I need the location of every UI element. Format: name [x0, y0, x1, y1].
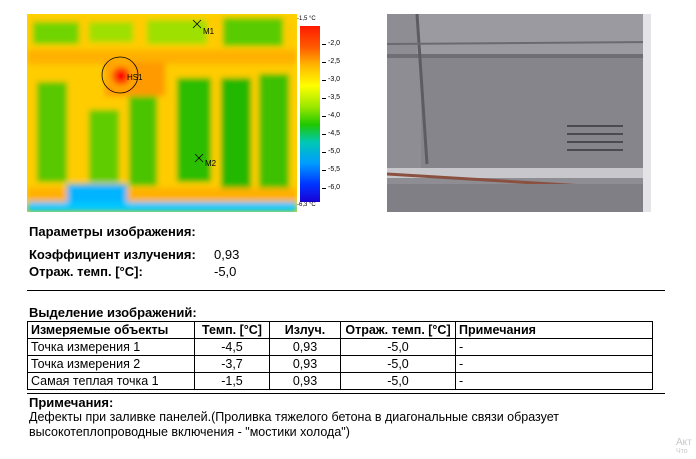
watermark-text: Акт [676, 437, 692, 448]
table-cell: -5,0 [341, 373, 456, 390]
table-row [28, 339, 653, 356]
scale-max-label: -1,5 °C [297, 16, 316, 22]
refl-temp-label: Отраж. темп. [°C]: [29, 264, 143, 279]
visual-photo [387, 14, 651, 212]
table-cell: -5,0 [341, 339, 456, 356]
table-cell: - [456, 339, 653, 356]
emissivity-label: Коэффициент излучения: [29, 247, 196, 262]
table-row [28, 373, 653, 390]
col-header: Отраж. темп. [°C] [341, 322, 456, 339]
table-cell: Точка измерения 2 [28, 356, 195, 373]
col-header: Примечания [456, 322, 653, 339]
scale-tick: -5,0 [328, 148, 341, 155]
scale-min-label: -6,3 °C [297, 202, 316, 208]
divider [27, 290, 665, 291]
scale-tick: -3,0 [328, 76, 341, 83]
params-title: Параметры изображения: [29, 224, 196, 239]
table-cell: 0,93 [270, 356, 341, 373]
marker-m2: M2 [205, 159, 217, 168]
table-cell: -4,5 [195, 339, 270, 356]
thermal-image [27, 14, 297, 212]
table-row [28, 356, 653, 373]
scale-tick: -6,0 [328, 184, 341, 191]
table-cell: -3,7 [195, 356, 270, 373]
col-header: Излуч. [270, 322, 341, 339]
notes-line: Дефекты при заливке панелей.(Проливка тяжелого бетона в диагональные связи образует [29, 410, 559, 424]
scale-tick: -3,5 [328, 94, 341, 101]
selection-title: Выделение изображений: [29, 305, 197, 320]
table-cell: -1,5 [195, 373, 270, 390]
marker-m1: M1 [203, 27, 215, 36]
table-cell: 0,93 [270, 339, 341, 356]
table-cell: - [456, 356, 653, 373]
col-header: Темп. [°C] [195, 322, 270, 339]
table-header-row [28, 322, 653, 339]
divider [27, 393, 665, 394]
marker-hs1: HS1 [127, 73, 143, 82]
emissivity-value: 0,93 [214, 247, 240, 262]
table-cell: - [456, 373, 653, 390]
measurement-table [27, 321, 653, 390]
scale-tick: -4,5 [328, 130, 341, 137]
table-cell: -5,0 [341, 356, 456, 373]
notes-line: высокотеплопроводные включения - "мостики холода") [29, 425, 350, 439]
scale-tick: -4,0 [328, 112, 341, 119]
color-scale-bar [300, 26, 320, 202]
scale-tick: -2,5 [328, 58, 341, 65]
refl-temp-value: -5,0 [214, 264, 237, 279]
scale-tick: -2,0 [328, 40, 341, 47]
table-cell: 0,93 [270, 373, 341, 390]
table-cell: Самая теплая точка 1 [28, 373, 195, 390]
col-header: Измеряемые объекты [28, 322, 195, 339]
table-cell: Точка измерения 1 [28, 339, 195, 356]
notes-title: Примечания: [29, 395, 114, 410]
scale-tick: -5,5 [328, 166, 341, 173]
watermark-text: Что [676, 448, 688, 455]
